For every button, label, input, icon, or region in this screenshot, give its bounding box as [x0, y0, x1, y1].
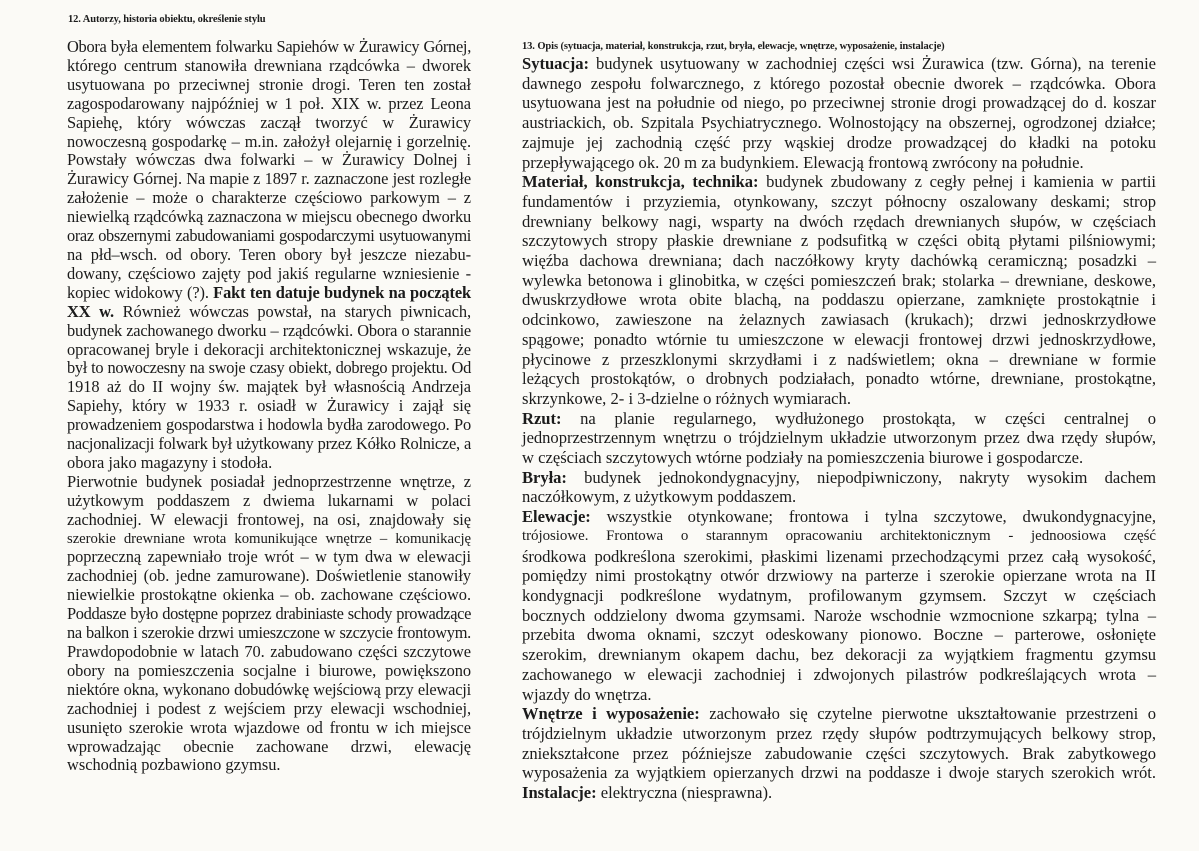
text-segment: trójdzielnym układzie utworzonym przez rzędy słupów podtrzymujących belkowy strop, [522, 723, 1156, 743]
text-segment: wschodnią pozbawiono gzymsu. [67, 755, 281, 775]
text-line [522, 409, 1156, 429]
text-segment: odcinkowo, zawieszone na żelaznych zawiasach (krukach); drzwi jednoskrzydłowe [522, 310, 1156, 330]
text-segment: obora jako magazyny i stodoła. [67, 452, 273, 472]
text-segment: budynek usytuowany w zachodniej części wsi Żurawica (tzw. Górna), na terenie [588, 54, 1156, 73]
text-segment: zachowanego w elewacji zachodniej i zdwojonych pilastrów podkreślających wrota – [522, 664, 1156, 684]
text-line [67, 700, 471, 719]
text-line [67, 567, 471, 586]
bold-label: XX w. [67, 301, 115, 321]
text-line [67, 738, 471, 757]
text-segment: zachowało się czytelne pierwotne ukształtowanie przestrzeni o [699, 704, 1156, 724]
text-segment: drewniany belkowy nagi, wsparty na dwóch rzędach drewnianych słupów, w częściach [522, 211, 1156, 231]
text-segment: zniekształcone przez późniejsze zabudowanie części szczytowych. Brak zabytkowego [522, 743, 1156, 763]
text-segment: Pierwotnie budynek posiadał jednoprzestrzenne wnętrze, z [67, 471, 471, 491]
text-line [522, 389, 1156, 409]
text-line [67, 57, 471, 76]
text-segment: założenie – może o charakterze częściowo parkowym – z [67, 188, 471, 208]
text-segment: był to nowoczesny na swoje czasy obiekt, dobrego projektu. Od [67, 358, 471, 378]
bold-label: Rzut: [522, 408, 562, 428]
text-segment: leżących prostokątów, o drobnych podziałach, ponadto wtórne, drewniane, prostokątne, [522, 369, 1156, 389]
text-segment: Powstały wówczas dwa folwarki – w Żurawicy Dolnej i [67, 150, 471, 170]
text-line [67, 133, 471, 152]
text-segment: Żurawicy Górnej. Na mapie z 1897 r. zaznaczone jest rozległe [67, 169, 471, 189]
text-line [522, 113, 1156, 133]
text-line [67, 227, 471, 246]
text-line [67, 662, 471, 681]
bold-label: Elewacje: [522, 507, 591, 527]
text-segment: zachodniej i podest z wejściem przy elewacji wschodniej, [67, 698, 471, 718]
text-line [522, 606, 1156, 626]
text-line [67, 548, 471, 567]
text-line [522, 468, 1156, 488]
text-line [67, 114, 471, 133]
text-line [67, 454, 471, 473]
text-line [67, 605, 471, 624]
text-line [522, 133, 1156, 153]
text-line [67, 189, 471, 208]
text-segment: którego centrum stanowiła drewniana rządcówka – dworek [67, 55, 471, 75]
text-segment: prowadzeniem gospodarstwa i hodowla bydła zarodowego. Po [67, 415, 471, 435]
text-line [67, 322, 471, 341]
text-line [67, 208, 471, 227]
text-segment: wjazdy do wnętrza. [522, 684, 652, 704]
text-line [522, 172, 1156, 192]
text-line [522, 724, 1156, 744]
text-line [522, 369, 1156, 389]
text-line [522, 428, 1156, 448]
text-segment: kondygnacji podkreślone wydatnym, profilowanym gzymsem. Szczyt w częściach [522, 585, 1156, 605]
text-segment: elektryczna (niesprawna). [596, 783, 773, 803]
text-line [67, 170, 471, 189]
text-line [522, 153, 1156, 173]
text-line [67, 341, 471, 360]
text-line [522, 665, 1156, 685]
text-line [67, 38, 471, 57]
text-line [522, 271, 1156, 291]
text-line [67, 416, 471, 435]
text-segment: poprzeczną zapewniało troje wrót – w tym dwa w elewacji [67, 547, 471, 567]
text-line [522, 212, 1156, 232]
text-segment: opracowanej bryle i dekoracji architektonicznej wskazuje, że [67, 339, 471, 359]
text-line [67, 265, 471, 284]
text-segment: przepływającego ok. 20 m za budynkiem. Elewacją frontową zwrócony na południe. [522, 152, 1084, 172]
text-segment: szczytowych stropy płaskie drewniane z podsufitką w części obitą płytami pilśniowymi; [522, 231, 1156, 251]
text-segment: usunięto szerokie wrota wjazdowe od frontu w ich miejsce [67, 717, 471, 737]
text-line [67, 378, 471, 397]
bold-label: Sytuacja: [522, 54, 589, 73]
text-line [67, 284, 471, 303]
text-line [67, 246, 471, 265]
text-segment: pomiędzy nimi prostokątny otwór drzwiowy na parterze i szerokie opierzane wrota na II [522, 566, 1156, 586]
text-segment: budynek zachowanego dworku – rządcówki. Obora o starannie [67, 320, 471, 340]
text-line [67, 681, 471, 700]
text-line [522, 685, 1156, 705]
text-segment: budynek zbudowany z cegły pełnej i kamienia w partii [758, 172, 1156, 192]
text-line [522, 192, 1156, 212]
text-line [522, 763, 1156, 783]
section-12-heading: 12. Autorzy, historia obiektu, określenie stylu [68, 14, 266, 25]
text-segment: nacjonalizacji folwark był użytkowany przez Kółko Rolnicze, a [67, 434, 471, 454]
text-line [522, 74, 1156, 94]
text-line [67, 303, 471, 322]
bold-label: Wnętrze i wyposażenie: [522, 704, 700, 724]
text-segment: usytuowana jest na południe od niego, po przeciwnej stronie drogi prowadzącej do d. koszar [522, 93, 1156, 113]
text-segment: zachodniej (ob. jedne zamurowane). Doświetlenie stanowiły [67, 566, 471, 586]
text-line [522, 527, 1156, 547]
text-segment: szerokie drewniane wrota komunikujące wnętrze – komunikację [67, 530, 471, 547]
text-segment: Obora była elementem folwarku Sapiehów w Żurawicy Górnej, [67, 37, 471, 56]
text-line [522, 330, 1156, 350]
text-line [67, 530, 471, 549]
text-segment: fundamentów i przyziemia, otynkowany, szczyt północny oszalowany deskami; strop [522, 191, 1156, 211]
text-line [67, 435, 471, 454]
text-line [522, 54, 1156, 74]
text-segment: w częściach szczytowych wtórne podziały na pomieszczenia biurowe i gospodarcze. [522, 448, 1084, 468]
text-segment: na planie regularnego, wydłużonego prostokąta, w części centralnej o [561, 408, 1156, 428]
text-segment: zajmuje jej zachodnią część przy wąskiej drodze prowadzącej do kładki na potoku [522, 132, 1156, 152]
text-line [67, 492, 471, 511]
text-segment: usytuowana po przeciwnej stronie drogi. Teren ten został [67, 74, 471, 94]
text-line [67, 624, 471, 643]
text-line [522, 350, 1156, 370]
text-line [67, 76, 471, 95]
text-segment: jednoprzestrzennym wnętrzu o trójdzielnym układzie utworzonym przez dwa rzędy słupów, [522, 428, 1156, 448]
text-segment: płycinowe z przeszklonymi skrzydłami i z nadświetlem; okna – drewniane w formie [522, 349, 1156, 369]
text-line [67, 397, 471, 416]
text-segment: Prawdopodobnie w latach 70. zabudowano części szczytowe [67, 642, 471, 661]
text-segment: wylewka betonowa i glinobitka, w części pomieszczeń brak; stolarka – drewniane, deskowe, [522, 270, 1156, 290]
text-line [522, 566, 1156, 586]
text-line [67, 756, 471, 775]
text-segment: nowoczesną gospodarkę – m.in. założył olejarnię i gorzelnię. [67, 131, 471, 151]
text-segment: wyposażenia za wyjątkiem opierzanych drzwi na poddasze i dwoje starych szerokich wrót. [522, 763, 1156, 783]
text-segment: Sapiehę, który wówczas zaczął tworzyć w Żurawicy [67, 112, 471, 132]
text-line [522, 448, 1156, 468]
text-segment: więźba dachowa drewniana; dach naczółkowy kryty dachówką ceramiczną; posadzki – [522, 251, 1156, 271]
bold-label: Fakt ten datuje budynek na początek [213, 282, 471, 302]
text-line [522, 547, 1156, 567]
text-line [67, 95, 471, 114]
text-segment: zagospodarowany najpóźniej w 1 poł. XIX w. przez Leona [67, 93, 471, 113]
text-segment: dawnego zespołu folwarcznego, z którego pozostał obecnie dworek – rządcówka. Obora [522, 73, 1156, 93]
text-segment: Również wówczas powstał, na starych piwnicach, [114, 301, 471, 321]
text-segment: dowany, częściowo zajęty pod jakiś regularne wzniesienie - [67, 263, 471, 283]
text-segment: dwuskrzydłowe wrota obite blachą, na poddaszu opierzane, zamknięte prostokątnie i [522, 290, 1156, 310]
text-segment: na płd–wsch. od obory. Teren obory był jeszcze niezabu- [67, 244, 471, 264]
text-segment: na balkon i szerokie drzwi umieszczone w szczycie frontowym. [67, 623, 471, 643]
text-segment: bocznych oddzielony dwoma gzymsami. Naroże wschodnie wzmocnione szkarpą; tylna – [522, 605, 1156, 625]
bold-label: Instalacje: [522, 783, 597, 803]
text-line [67, 359, 471, 378]
text-line [522, 310, 1156, 330]
text-segment: wprowadzając obecnie zachowane drzwi, elewację [67, 736, 471, 756]
text-line [522, 93, 1156, 113]
section-13-heading: 13. Opis (sytuacja, materiał, konstrukcja, rzut, bryła, elewacje, wnętrze, wyposażenie, instalacje) [522, 41, 945, 52]
text-segment: niektóre okna, wykonano dobudówkę wejściową przy elewacji [67, 679, 471, 699]
text-segment: Sapiehy, który w 1933 r. osiadł w Żurawicy i zajął się [67, 396, 471, 416]
text-line [522, 645, 1156, 665]
text-line [522, 231, 1156, 251]
text-line [522, 744, 1156, 764]
text-line [522, 507, 1156, 527]
bold-label: Materiał, konstrukcja, technika: [522, 172, 759, 192]
text-segment: 1918 aż do II wojny św. majątek był własnością Andrzeja [67, 377, 471, 397]
text-segment: przebita dwoma oknami, szczyt odeskowany pionowo. Boczne – parterowe, osłonięte [522, 625, 1156, 645]
section-13-text [522, 54, 1156, 803]
text-line [522, 586, 1156, 606]
text-segment: obory na pomieszczenia socjalne i biurowe, powiększono [67, 660, 471, 680]
text-segment: użytkowym poddaszem z dwiema lukarnami w polaci [67, 490, 471, 510]
text-line [522, 704, 1156, 724]
text-line [522, 625, 1156, 645]
text-segment: niewielkie prostokątne okienka – ob. zachowane częściowo. [67, 585, 471, 605]
text-segment: kopiec widokowy (?). [67, 282, 214, 302]
text-line [67, 643, 471, 662]
text-segment: zachodniej. W elewacji frontowej, na osi, znajdowały się [67, 509, 471, 529]
text-line [522, 783, 1156, 803]
text-segment: austriackich, ob. Szpitala Psychiatrycznego. Wolnostojący na obszernej, ogrodzonej działce; [522, 113, 1156, 133]
text-line [522, 251, 1156, 271]
text-line [67, 586, 471, 605]
text-segment: wszystkie otynkowane; frontowa i tylna szczytowe, dwukondygnacyjne, [590, 507, 1156, 527]
text-segment: skrzynkowe, 2- i 3-dzielne o różnych wymiarach. [522, 388, 851, 408]
text-segment: Poddasze było dostępne poprzez drabiniaste schody prowadzące [67, 604, 471, 624]
text-segment: oraz obszernymi zabudowaniami gospodarczymi usytuowanymi [67, 226, 471, 246]
text-line [67, 151, 471, 170]
text-segment: trójosiowe. Frontowa o starannym opracowaniu architektonicznym - jednoosiowa część [522, 527, 1156, 544]
bold-label: Bryła: [522, 467, 567, 487]
text-line [67, 511, 471, 530]
text-line [522, 290, 1156, 310]
text-segment: budynek jednokondygnacyjny, niepodpiwniczony, nakryty wysokim dachem [566, 467, 1156, 487]
text-segment: spągowe; ponadto wtórnie tu umieszczone w elewacji frontowej drzwi jednoskrzydłowe, [522, 329, 1156, 349]
section-12-text [67, 38, 471, 775]
text-segment: szerokim, drewnianym okapem dachu, bez dekoracji za wyjątkiem fragmentu gzymsu [522, 645, 1156, 665]
text-line [67, 473, 471, 492]
text-segment: naczółkowym, z użytkowym poddaszem. [522, 487, 797, 507]
text-line [522, 487, 1156, 507]
text-segment: środkowa podkreślona szerokimi, płaskimi lizenami przechodzącymi przez całą wysokość, [522, 546, 1156, 566]
text-line [67, 719, 471, 738]
text-segment: niewielką rządcówką zaznaczona w miejscu obecnego dworku [67, 207, 471, 227]
